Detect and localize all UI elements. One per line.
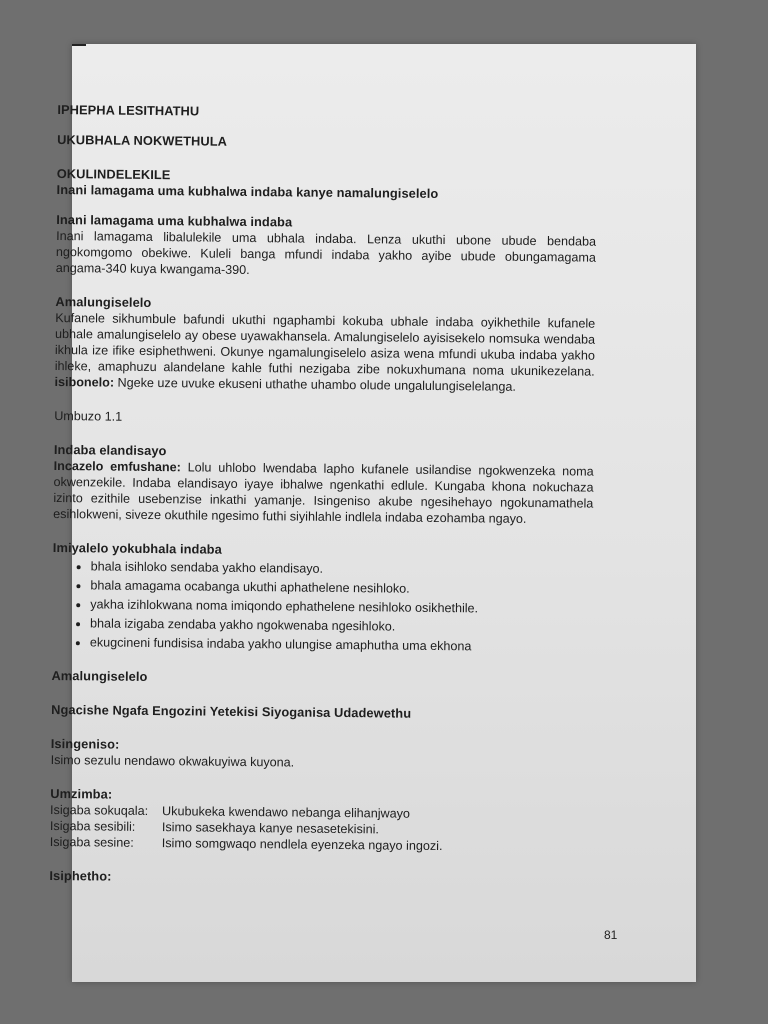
page-number: 81 [604, 928, 618, 942]
inani-heading: Inani lamagama uma kubhalwa indaba [56, 211, 293, 230]
elandisayo-text: Lolu uhlobo lwendaba lapho kufanele usilandise ngokwenzeka noma okwenzekile. Indaba elandisayo iyaye ibhalwe ngenkathi edlule. Kungaba khona nokuchaza izinto ezithile usebenzise inkathi yamanje. Isingeniso akube ngesihehayo ngokunamathela esihlokweni, siveze okuthile ngesimo futhi siyihlahle indlela indaba ezohamba ngayo. [53, 460, 594, 526]
imiyalelo-list [52, 558, 593, 656]
page-corner-mark [72, 44, 86, 46]
elandisayo-body [53, 458, 594, 528]
umzimba-row-text: Isimo somgwaqo nendlela eyenzeka ngayo ingozi. [161, 836, 443, 854]
list-item: • ekugcineni fundisisa indaba yakho ulungise amaphutha uma ekhona [90, 634, 592, 655]
amalungiselelo-heading: Amalungiselelo [55, 293, 152, 310]
amalungiselelo-text: Kufanele sikhumbule bafundi ukuthi ngaphambi kokuba ubhale indaba oyikhethile kufanele ubhale amalungiselelo ay obese uyawakhansela. Amalungiselelo ayisisekelo nomsuka wendaba ikhula ize ifike esiphethweni. Okunye ngamalungiselelo asiza wena mfundi ukuba indaba yakho ihleke, amaphuzu alandelane kahle futhi nezigaba zibe nokuxhumana noma ukunikezelana. [54, 310, 596, 379]
umzimba-row-text: Isimo sasekhaya kanye nesasetekisini. [161, 820, 380, 837]
section-intro: Inani lamagama uma kubhalwa indaba kanye namalungiselelo [56, 181, 439, 201]
page-subtitle: UKUBHALA NOKWETHULA [57, 131, 228, 149]
isiphetho-heading: Isiphetho: [49, 867, 112, 884]
amalungiselelo-body [55, 310, 596, 396]
list-item: • bhala izigaba zendaba yakho ngokwenaba ngesihloko. [90, 615, 592, 636]
isingeniso-heading: Isingeniso: [50, 735, 120, 752]
story-title: Ngacishe Ngafa Engozini Yetekisi Siyoganisa Udadewethu [51, 701, 412, 721]
list-item: • bhala amagama ocabanga ukuthi aphathelene nesihloko. [90, 577, 592, 598]
amalungiselelo2-heading: Amalungiselelo [51, 667, 148, 684]
umbuzo-label: Umbuzo 1.1 [54, 408, 123, 424]
inani-body: Inani lamagama libalulekile uma ubhala indaba. Lenza ukuthi ubone ubude bendaba ngokomgomo obekiwe. Kuleli banga mfundi indaba yakho ayibe ubude obungamagama angama-340 kuya kwangama-390. [55, 228, 597, 278]
section-heading: OKULINDELEKILE [56, 165, 171, 183]
list-item: • bhala isihloko sendaba yakho elandisayo. [91, 558, 593, 579]
umzimba-row-label: Isigaba sesine: [49, 834, 134, 850]
umzimba-row-text: Ukubukeka kwendawo nebanga elihanjwayo [162, 804, 411, 821]
example-text: Ngeke uze uvuke ekuseni uthathe uhambo olude ungalulungiselelanga. [117, 375, 517, 394]
elandisayo-lead: Incazelo emfushane: [53, 458, 181, 475]
umzimba-row-label: Isigaba sesibili: [49, 818, 136, 834]
page-content [49, 56, 598, 890]
elandisayo-heading: Indaba elandisayo [53, 441, 167, 459]
umzimba-row-label: Isigaba sokuqala: [50, 802, 149, 818]
example-label: isibonelo: [54, 374, 115, 390]
page-title: IPHEPHA LESITHATHU [57, 101, 200, 119]
isingeniso-body: Isimo sezulu nendawo okwakuyiwa kuyona. [50, 752, 295, 770]
imiyalelo-heading: Imiyalelo yokubhala indaba [52, 539, 222, 557]
list-item: • yakha izihlokwana noma imiqondo ephathelene nesihloko osikhethile. [90, 596, 592, 617]
umzimba-heading: Umzimba: [50, 785, 113, 802]
